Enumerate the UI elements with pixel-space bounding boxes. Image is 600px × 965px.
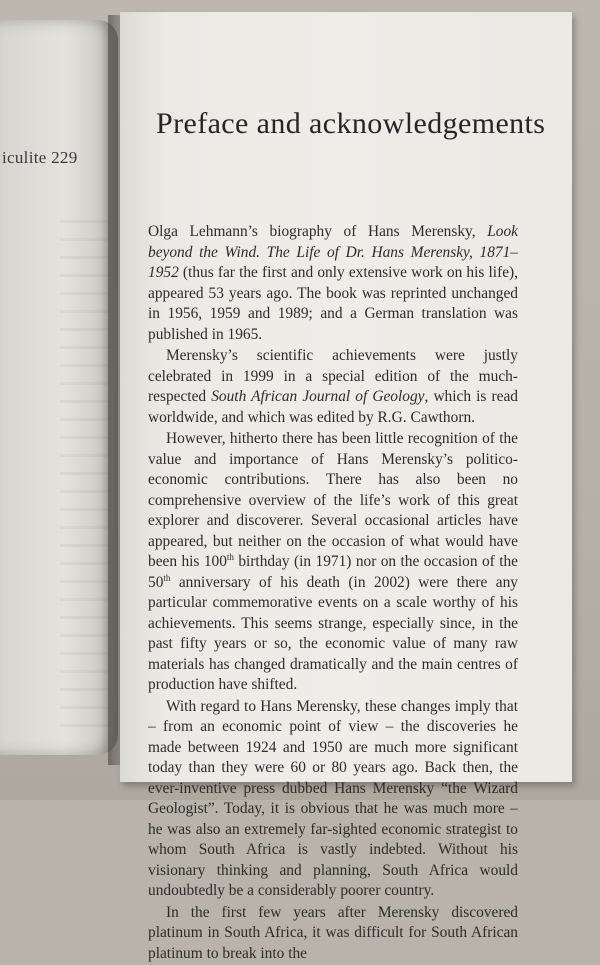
italic-title: South African Journal of Geology xyxy=(211,388,425,405)
text-run: Merensky’s scientific achievements were justly celebrated in 1999 in a special edition of the much-respected xyxy=(148,347,518,405)
paragraph xyxy=(148,346,518,428)
running-header: iculite 229 xyxy=(2,148,78,167)
left-page xyxy=(0,20,118,755)
text-run: (thus far the first and only extensive work on his life), appeared 53 years ago. The book was reprinted unchanged in 1956, 1959 and 1989; and a German translation was published in 1965. xyxy=(148,264,518,343)
text-run: , which is read worldwide, and which was edited by R.G. Cawthorn. xyxy=(148,388,518,426)
show-through-text xyxy=(60,220,110,740)
text-run: With regard to Hans Merensky, these changes imply that – from an economic point of view – the discoveries he made between 1924 and 1950 are much more significant today than they were 60 or 80 years ago. Back then, the ever-inventive press dubbed Hans Merensky “the Wizard Geologist”. Today, it is obvious that he was much more – he was also an extremely far-sighted economic strategist to whom South Africa is vastly indebted. Without his visionary thinking and planning, South Africa would undoubtedly be a considerably poorer country. xyxy=(148,697,518,899)
text-run: Olga Lehmann’s biography of Hans Merensky, xyxy=(148,223,488,240)
paragraph xyxy=(148,222,518,345)
text-run: birthday (in 1971) nor on the occasion of the 50 xyxy=(148,553,518,591)
paragraph xyxy=(148,903,518,965)
italic-title: Look beyond the Wind. The Life of Dr. Hans Merensky, 1871–1952 xyxy=(148,223,518,281)
ordinal-suffix: th xyxy=(163,572,171,583)
text-run: anniversary of his death (in 2002) were there any particular commemorative events on a scale worthy of his achievements. This seems strange, especially since, in the past fifty years or so, the economic value of many raw materials has changed dramatically and the main centres of production have shifted. xyxy=(148,573,518,693)
paragraph xyxy=(148,697,518,902)
text-run: In the first few years after Merensky discovered platinum in South Africa, it was difficult for South African platinum to break into the xyxy=(148,903,518,962)
paragraph xyxy=(148,429,518,696)
body-text xyxy=(148,222,518,965)
ordinal-suffix: th xyxy=(226,551,234,562)
page-title: Preface and acknowledgements xyxy=(156,107,546,140)
text-run: However, hitherto there has been little recognition of the value and importance of Hans Merensky’s politico-economic contributions. There has also been no comprehensive overview of the life’s work of this great explorer and discoverer. Several occasional articles have appeared, but neither on the occasion of what would have been his 100 xyxy=(148,430,518,570)
